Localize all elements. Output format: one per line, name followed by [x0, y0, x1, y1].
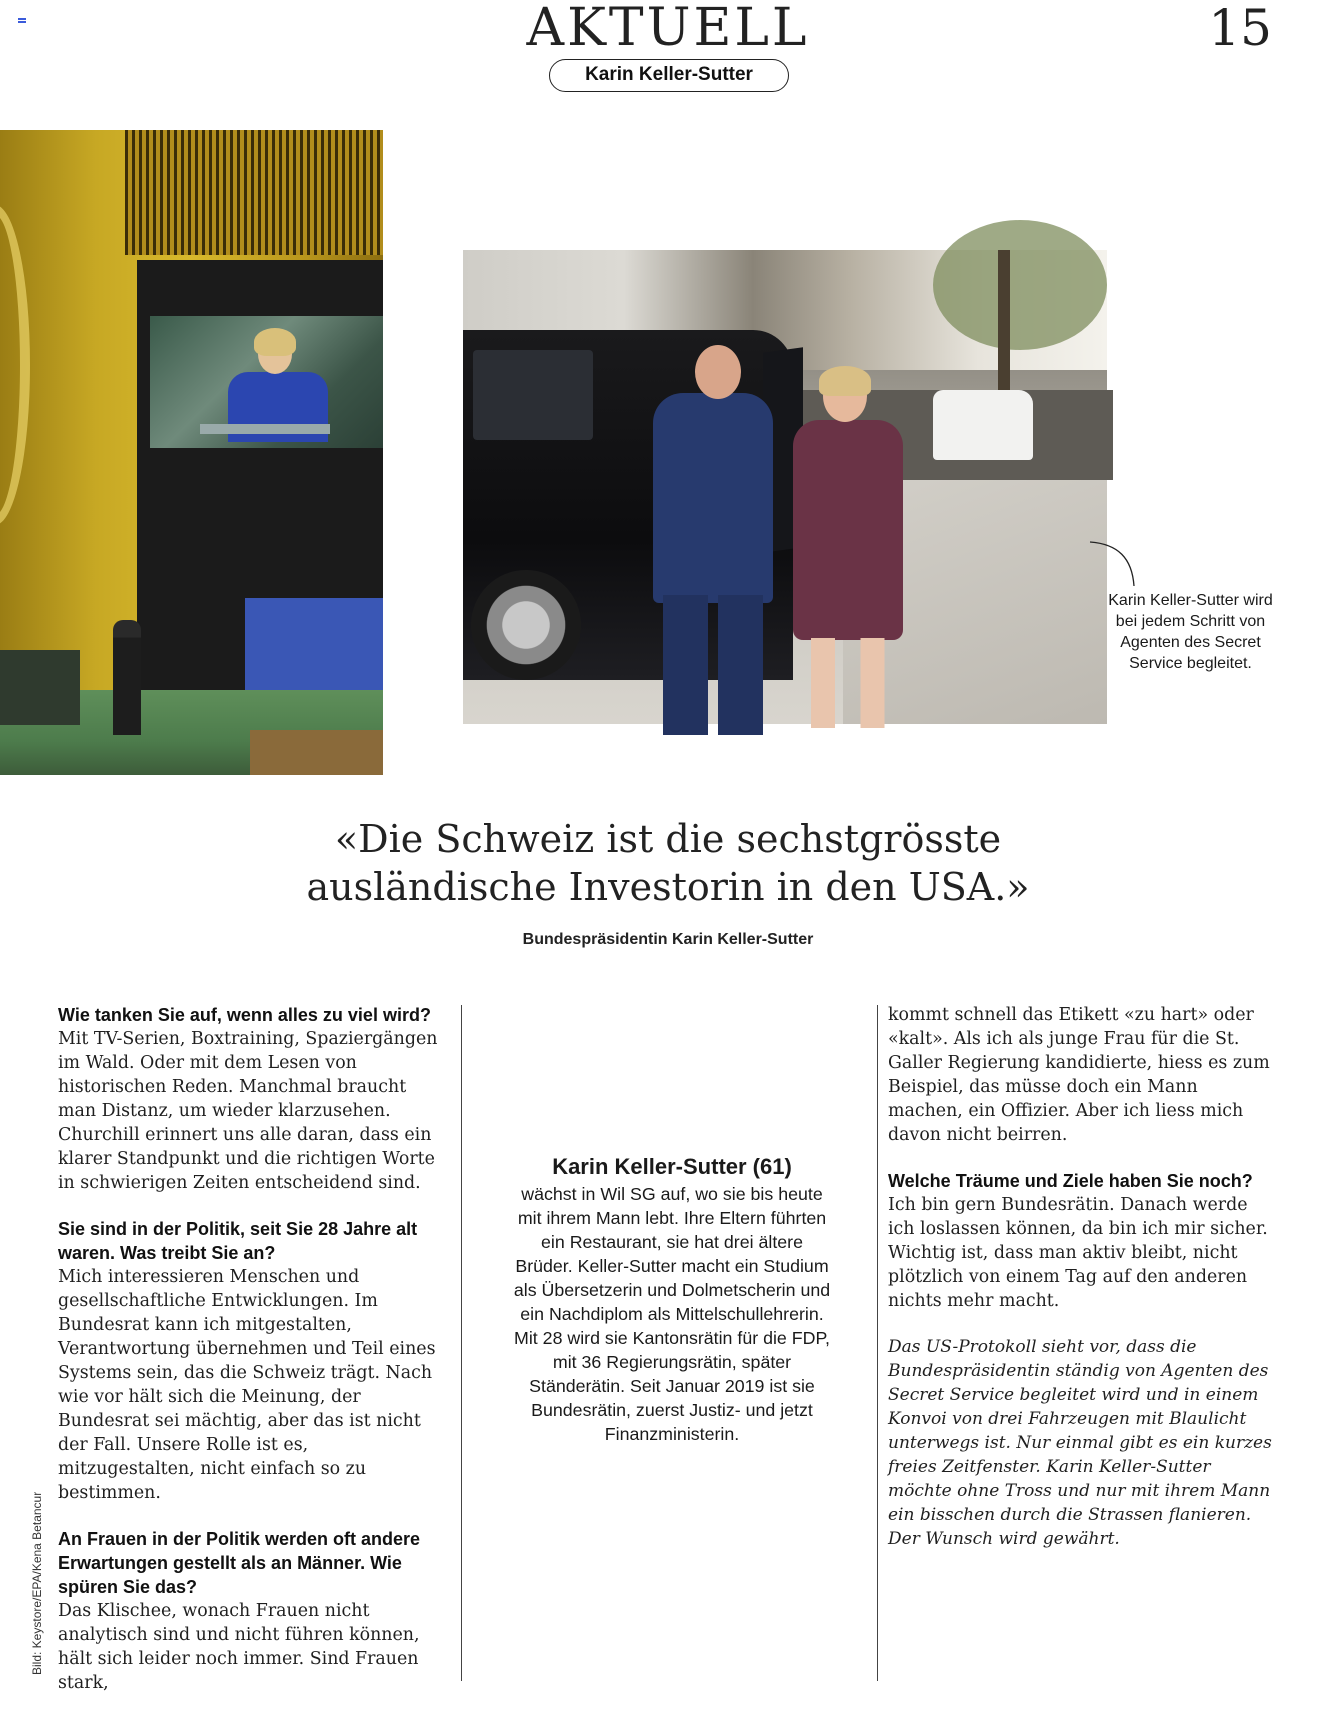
interview-column-1 [58, 1003, 438, 1717]
protocol-note: Das US-Protokoll sieht vor, dass die Bundespräsidentin ständig von Agenten des Secret Service begleitet wird und in einem Konvoi von drei Fahrzeugen mit Blaulicht unterwegs ist. Nur einmal gibt es ein kurzes freies Zeitfenster. Karin Keller-Sutter möchte ohne Tross und nur mit ihrem Mann ein bisschen durch die Strassen flanieren. Der Wunsch wird gewährt. [888, 1337, 1272, 1549]
president-figure [793, 370, 913, 730]
agent-legs [663, 595, 763, 735]
caption-pointer-icon [1088, 540, 1148, 590]
interview-question: An Frauen in der Politik werden oft andere Erwartungen gestellt als an Männer. Wie spüren Sie das? [58, 1529, 421, 1597]
bio-title: Karin Keller-Sutter (61) [552, 1154, 792, 1179]
section-title: AKTUELL [526, 0, 810, 58]
photo-caption: Karin Keller-Sutter wird bei jedem Schritt von Agenten des Secret Service begleitet. [1108, 592, 1273, 672]
president-legs [811, 638, 891, 728]
president-hair [819, 366, 871, 396]
interview-answer: Mit TV-Serien, Boxtraining, Spaziergängen im Wald. Oder mit dem Lesen von historischen Reden. Manchmal braucht man Distanz, um wieder klarzusehen. Churchill erinnert uns alle daran, dass ein klarer Standpunkt und die richtigen Worte in schwierigen Zeiten entscheidend sind. [58, 1029, 438, 1193]
street-scene-photo [463, 250, 1107, 724]
interview-question: Wie tanken Sie auf, wenn alles zu viel wird? [58, 1005, 431, 1025]
delegate-desk [250, 730, 383, 775]
un-emblem [0, 205, 30, 525]
page-number: 15 [1208, 0, 1272, 57]
pull-quote [0, 815, 1336, 911]
pull-quote-line: ausländische Investorin in den USA.» [306, 865, 1030, 909]
interview-answer: Ich bin gern Bundesrätin. Danach werde ich loslassen können, da bin ich mir sicher. Wichtig ist, dass man aktiv bleibt, nicht plötzlich von einem Tag auf den anderen nichts mehr macht. [888, 1195, 1268, 1311]
wall-panel [125, 130, 383, 255]
pull-quote-line: «Die Schweiz ist die sechstgrösste [334, 817, 1002, 861]
quote-attribution: Bundespräsidentin Karin Keller-Sutter [522, 931, 814, 948]
agent-suit [653, 393, 773, 603]
white-van [933, 390, 1033, 460]
speaker-screen [150, 316, 383, 448]
suv-window [473, 350, 593, 440]
bio-box [512, 1152, 832, 1446]
agent-head [695, 345, 741, 399]
guard-figure [113, 620, 141, 735]
interview-answer: Mich interessieren Menschen und gesellschaftliche Entwicklungen. Im Bundesrat kann ich mitgestalten, Verantwortung übernehmen und Teil eines Systems sein, das die Schweiz trägt. Nach wie vor hält sich die Meinung, der Bundesrat sei mächtig, aber das ist nicht der Fall. Unsere Rolle ist es, mitzugestalten, nicht einfach so zu bestimmen. [58, 1267, 436, 1503]
interview-column-3 [888, 1003, 1273, 1551]
speaker-hair [254, 328, 296, 356]
interview-question: Welche Träume und Ziele haben Sie noch? [888, 1171, 1253, 1191]
rostrum [0, 650, 80, 725]
interview-answer: Das Klischee, wonach Frauen nicht analytisch sind und nicht führen können, hält sich leider noch immer. Sind Frauen stark, [58, 1601, 420, 1693]
un-assembly-photo [0, 130, 383, 775]
interview-answer: kommt schnell das Etikett «zu hart» oder «kalt». Als ich als junge Frau für die St. Galler Regierung kandidierte, hiess es zum Beispiel, das müsse doch ein Mann machen, ein Offizier. Aber ich liess mich davon nicht beirren. [888, 1005, 1270, 1145]
photo-credit: Bild: Keystore/EPA/Kena Betancur [30, 1491, 44, 1675]
tree-foliage [933, 220, 1107, 350]
column-divider [461, 1005, 462, 1681]
topic-label: Karin Keller-Sutter [549, 59, 789, 92]
bio-text: wächst in Wil SG auf, wo sie bis heute mit ihrem Mann lebt. Ihre Eltern führten ein Restaurant, sie hat drei ältere Brüder. Keller-Sutter macht ein Studium als Übersetzerin und Dolmetscherin und ein Nachdiplom als Mittelschullehrerin. Mit 28 wird sie Kantonsrätin für die FDP, mit 36 Regierungsrätin, später Ständerätin. Seit Januar 2019 ist sie Bundesrätin, zuerst Justiz- und jetzt Finanzministerin. [513, 1184, 831, 1444]
suv-wheel [471, 570, 581, 680]
interview-question: Sie sind in der Politik, seit Sie 28 Jahre alt waren. Was treibt Sie an? [58, 1219, 418, 1263]
column-divider [877, 1005, 878, 1681]
podium [200, 424, 330, 434]
president-suit [793, 420, 903, 640]
agent-figure [633, 345, 773, 735]
